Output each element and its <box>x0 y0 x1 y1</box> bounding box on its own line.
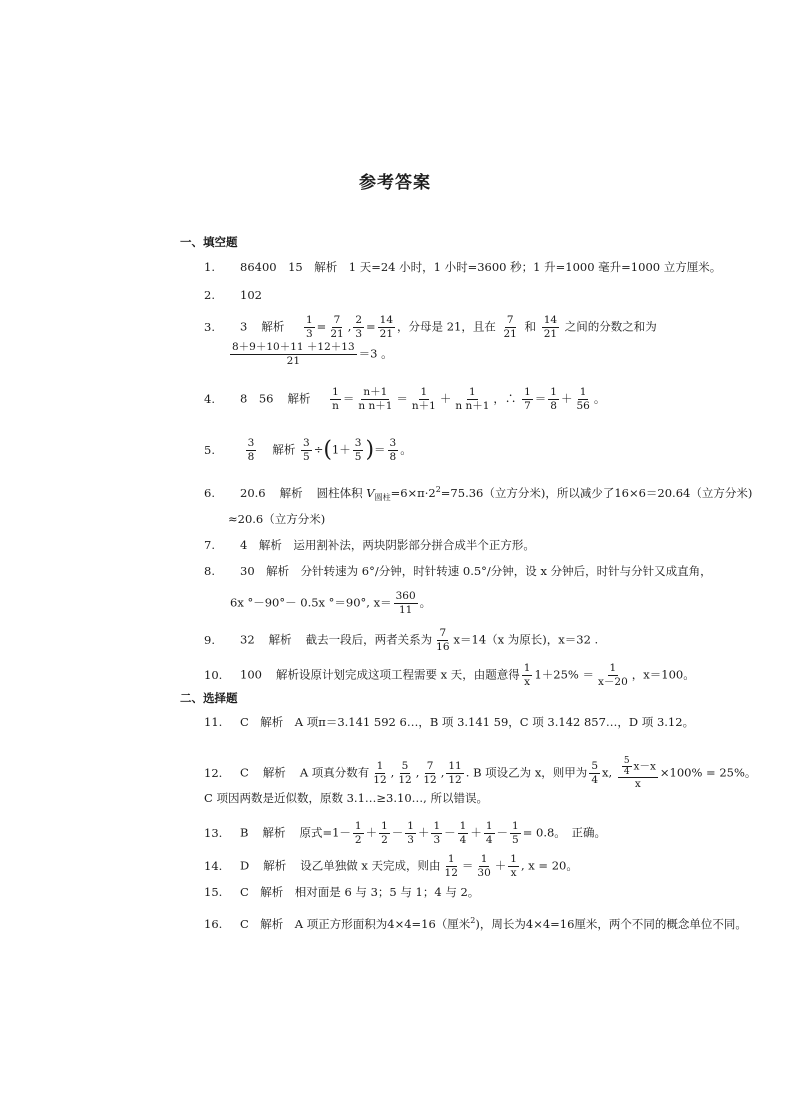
fraction: $\frac{n+1}{\text{n n＋1}}$ <box>358 386 393 412</box>
fraction: $\frac{1}{5}$ <box>512 820 519 846</box>
fraction: $\frac{5}{4}$ <box>591 760 598 786</box>
fraction: $\frac{1}{7}$ <box>524 386 531 412</box>
fraction: $\frac{360}{11}$ <box>395 590 416 616</box>
answer-item-13: 13. B 解析 原式=1－ $\frac{1}{2}$ ＋ $\frac{1}{2}$ － $\frac{1}{3}$ ＋ $\frac{1}{3}$ － $\frac{1}{4}$ ＋ $\frac{1}{4}$ － $\frac{1}{5}$ = 0.8。 正确。 <box>204 820 607 846</box>
answer-item-14: 14. D 解析 设乙单独做 x 天完成，则由 $\frac{1}{12}$ ＝ $\frac{1}{30}$ ＋ $\frac{1}{x}$ , x = 20。 <box>204 853 578 879</box>
fraction: $\frac{3}{5}$ <box>354 437 362 463</box>
fraction: $\frac{1}{3}$ <box>433 820 441 846</box>
fraction: $\frac{5}{12}$ <box>398 760 412 786</box>
fraction: $\frac{1}{3}$ <box>305 314 313 340</box>
answer-item-4: 4. 8 56 解析 $\frac{1}{n}$ ＝ $\frac{n+1}{\text{n n＋1}}$ ＝ $\frac{1}{n+1}$ ＋ $\frac{1}{\text{n n＋1}}$ ，∴ $\frac{1}{7}$ ＝ $\frac{1}{8}$ ＋ $\frac{1}{56}$ 。 <box>204 386 606 412</box>
fraction: $\frac{1}{\text{n n＋1}}$ <box>455 386 490 412</box>
answer-item-12-continued: C 项因两数是近似数，原数 3.1…≥3.10…, 所以错误。 <box>204 791 488 805</box>
fraction: $\frac{5}{4}$ x－x x <box>618 756 658 791</box>
fraction: $\frac{14}{21}$ <box>543 314 558 340</box>
fraction: $\frac{1}{4}$ <box>485 820 493 846</box>
answer-item-3: 3. 3 解析 $\frac{1}{3}$ = $\frac{7}{21}$ , $\frac{2}{3}$ = $\frac{14}{21}$ ，分母是 21，且在 $\frac{7}{21}$ 和 $\frac{14}{21}$ 之间的分数之和为 <box>204 314 657 340</box>
fraction: $\frac{3}{8}$ <box>389 437 397 463</box>
fraction: $\frac{1}{x}$ <box>523 662 531 688</box>
fraction: $\frac{14}{21}$ <box>379 314 394 340</box>
answer-item-8-continued: 6x °－90°－ 0.5x °＝90°, x＝ $\frac{360}{11}$ 。 <box>230 590 432 616</box>
fraction: $\frac{7}{12}$ <box>423 760 437 786</box>
fraction: $\frac{2}{3}$ <box>355 314 363 340</box>
answer-item-15: 15. C 解析 相对面是 6 与 3；5 与 1；4 与 2。 <box>204 885 480 899</box>
answer-item-10: 10. 100 解析设原计划完成这项工程需要 x 天，由题意得 $\frac{1}{x}$ 1＋25% ＝ $\frac{1}{x-20}$ ，x＝100。 <box>204 662 695 688</box>
fraction: $\frac{1}{4}$ <box>459 820 467 846</box>
fraction: $\frac{1}{x-20}$ <box>597 662 628 688</box>
fraction: $\frac{7}{21}$ <box>330 314 344 340</box>
fraction: $\frac{1}{8}$ <box>550 386 557 412</box>
fraction: $\frac{8+9+10+11 +12+13}{21}$ <box>232 341 355 367</box>
answer-item-11: 11. C 解析 A 项π＝3.141 592 6…，B 项 3.141 59，C 项 3.142 857…，D 项 3.12。 <box>204 715 695 729</box>
fraction: $\frac{1}{30}$ <box>477 853 491 879</box>
answer-item-8: 8. 30 解析 分针转速为 6°/分钟，时针转速 0.5°/分钟，设 x 分钟后，时针与分针又成直角， <box>204 564 712 578</box>
fraction: $\frac{1}{3}$ <box>407 820 414 846</box>
answer-item-1: 1. 86400 15 解析 1 天=24 小时，1 小时=3600 秒；1 升=1000 毫升=1000 立方厘米。 <box>204 260 722 274</box>
answer-item-7: 7. 4 解析 运用割补法，两块阴影部分拼合成半个正方形。 <box>204 538 535 552</box>
answer-item-12: 12. C 解析 A 项真分数有 $\frac{1}{12}$ , $\frac{5}{12}$ , $\frac{7}{12}$ , $\frac{11}{12}$ . B 项设乙为 x，则甲为 $\frac{5}{4}$ x, $\frac{5}{4}$ x－x x ×100% = 25%。 <box>204 756 757 790</box>
answer-item-6-continued: ≈20.6（立方分米) <box>228 512 326 526</box>
fraction: $\frac{7}{21}$ <box>503 314 517 340</box>
fraction: $\frac{1}{56}$ <box>576 386 590 412</box>
answer-item-5: 5. $\frac{3}{8}$ 解析 $\frac{3}{5}$ ÷(1＋ $\frac{3}{5}$ )＝ $\frac{3}{8}$ 。 <box>204 437 412 463</box>
fraction: $\frac{3}{5}$ <box>303 437 310 463</box>
fraction: $\frac{1}{n+1}$ <box>411 386 436 412</box>
section-heading-fill: 一、填空题 <box>180 235 238 249</box>
fraction: $\frac{3}{8}$ <box>247 437 255 463</box>
answer-item-2: 2. 102 <box>204 288 262 302</box>
page-title: 参考答案 <box>359 173 431 193</box>
answer-item-6: 6. 20.6 解析 圆柱体积 $V_{圆柱}=6\times\pi\cdot 2^2=75.36$（立方分米)，所以减少了16×6＝20.64（立方分米) <box>204 485 753 503</box>
section-heading-choice: 二、选择题 <box>180 691 238 705</box>
answer-item-16: 16. C 解析 A 项正方形面积为4×4=16（厘米$^2$)，周长为4×4=16厘米，两个不同的概念单位不同。 <box>204 916 747 931</box>
fraction: $\frac{7}{16}$ <box>436 627 450 653</box>
fraction: $\frac{1}{2}$ <box>381 820 388 846</box>
fraction: $\frac{1}{12}$ <box>444 853 458 879</box>
answer-item-3-continued: $\frac{8+9+10+11 +12+13}{21}$ ＝3 。 <box>232 341 393 367</box>
fraction: $\frac{1}{x}$ <box>510 853 517 879</box>
fraction: $\frac{1}{2}$ <box>354 820 362 846</box>
fraction: $\frac{1}{12}$ <box>373 760 387 786</box>
fraction: $\frac{1}{n}$ <box>332 386 339 412</box>
answer-item-9: 9. 32 解析 截去一段后，两者关系为 $\frac{7}{16}$ x＝14（x 为原长)，x＝32 . <box>204 627 599 653</box>
fraction: $\frac{11}{12}$ <box>448 760 462 786</box>
